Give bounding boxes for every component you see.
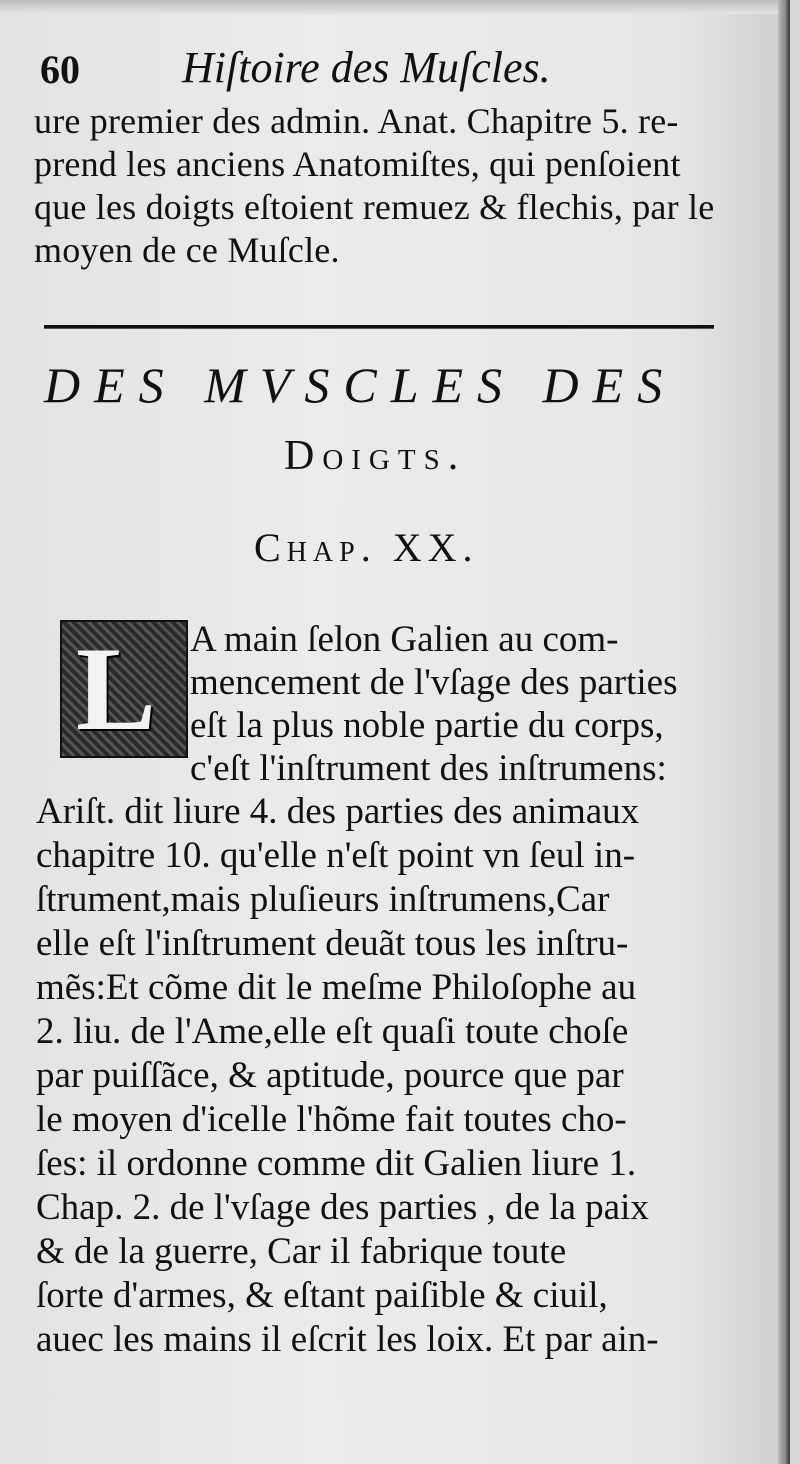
decorated-initial <box>60 620 188 758</box>
body-line: Chap. 2. de l'vſage des parties , de la paix <box>36 1187 649 1228</box>
body-line: mencement de l'vſage des parties <box>190 662 678 703</box>
section-rule <box>44 325 714 329</box>
body-line: & de la guerre, Car il fabrique toute <box>36 1231 567 1272</box>
body-line: 2. liu. de l'Ame,elle eſt quaſi toute choſe <box>36 1011 629 1052</box>
running-title: Hiſtoire des Muſcles. <box>182 43 551 92</box>
body-line: A main ſelon Galien au com- <box>190 619 619 660</box>
body-line: ſorte d'armes, & eſtant paiſible & ciuil, <box>36 1275 608 1316</box>
body-line: le moyen d'icelle l'hõme fait toutes cho- <box>36 1099 627 1140</box>
text-line: moyen de ce Muſcle. <box>34 230 340 270</box>
page-top-shadow <box>0 0 790 14</box>
body-line: eſt la plus noble partie du corps, <box>190 705 664 746</box>
body-line: Ariſt. dit liure 4. des parties des animaux <box>36 791 640 832</box>
body-line: par puiſſãce, & aptitude, pource que par <box>36 1055 624 1096</box>
section-heading: DES MVSCLES DES <box>44 357 677 413</box>
chapter-heading: Chap. XX. <box>254 525 479 570</box>
running-header <box>32 42 752 102</box>
page-binding-edge <box>778 0 790 1464</box>
section-subheading: Doigts. <box>284 433 467 479</box>
page-number: 60 <box>40 47 80 92</box>
body-line: mẽs:Et cõme dit le meſme Philoſophe au <box>36 967 637 1008</box>
body-line: ſes: il ordonne comme dit Galien liure 1. <box>36 1143 637 1184</box>
drop-cap-letter: L <box>76 622 157 755</box>
body-line: auec les mains il eſcrit les loix. Et par ain- <box>36 1319 659 1360</box>
body-line: chapitre 10. qu'elle n'eſt point vn ſeul in- <box>36 835 636 876</box>
body-line: c'eſt l'inſtrument des inſtrumens: <box>190 748 667 789</box>
text-line: ure premier des admin. Anat. Chapitre 5. re- <box>34 101 679 141</box>
text-line: prend les anciens Anatomiſtes, qui penſoient <box>34 144 681 184</box>
body-line: elle eſt l'inſtrument deuãt tous les inſtru- <box>36 923 629 964</box>
body-line: ſtrument,mais pluſieurs inſtrumens,Car <box>36 879 610 920</box>
text-line: que les doigts eſtoient remuez & flechis, par le <box>34 187 715 227</box>
